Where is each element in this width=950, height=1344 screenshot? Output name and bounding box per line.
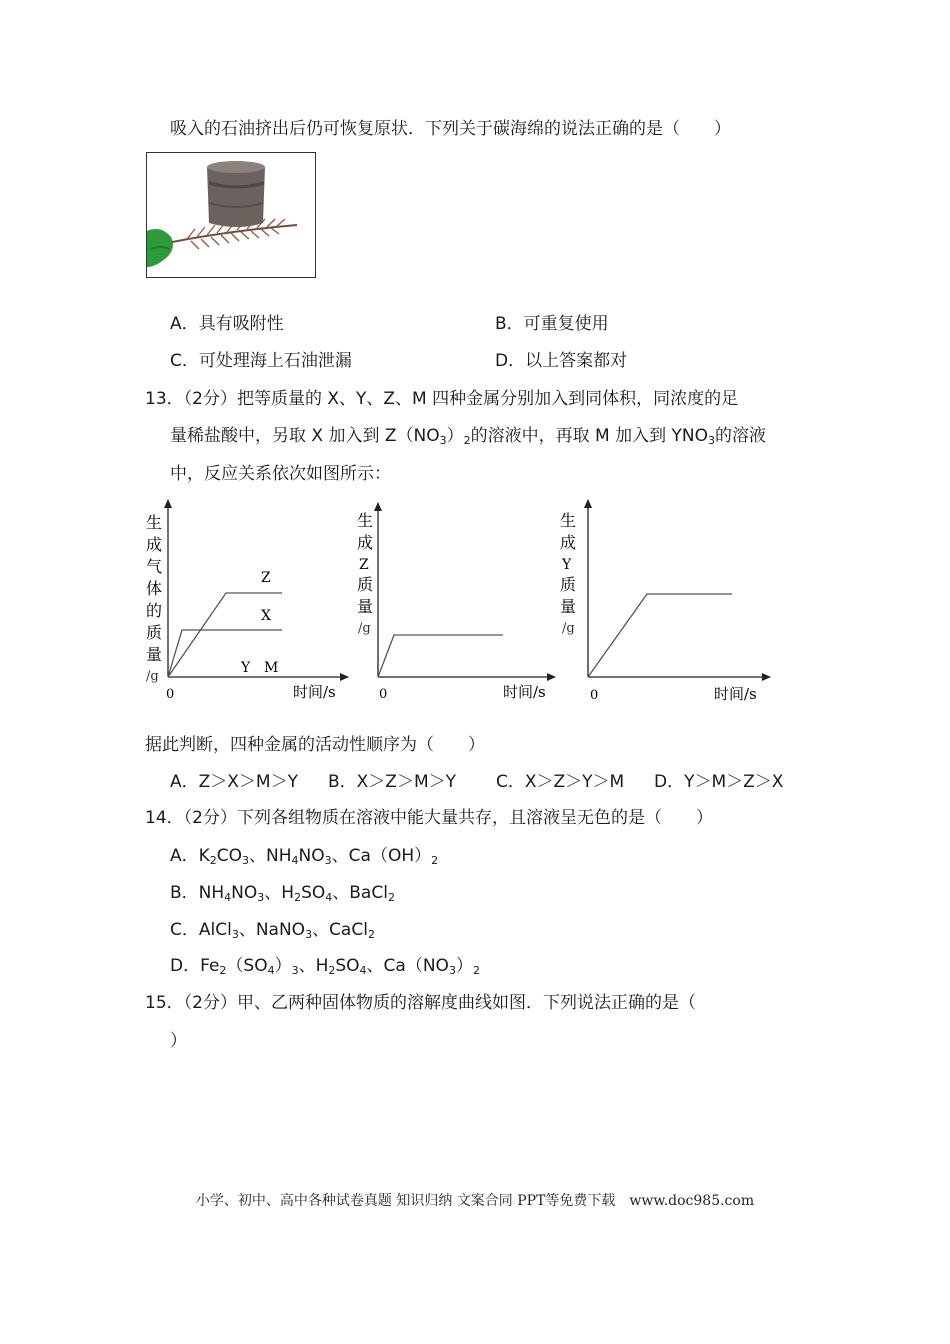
graph1-ylabel-6: 质 — [146, 623, 163, 642]
graph-y-mass — [560, 500, 770, 703]
q14-stem: 14．（2分）下列各组物质在溶液中能大量共存，且溶液呈无色的是（ ） — [145, 808, 713, 828]
q13-graphs — [0, 495, 950, 725]
q12-option-b: B．可重复使用 — [495, 314, 609, 334]
graph2-ylabel-4: 质 — [357, 575, 374, 594]
q13-judge: 据此判断，四种金属的活动性顺序为（ ） — [145, 735, 485, 755]
graph3-xlabel: 时间/s — [714, 685, 757, 703]
graph2-unit: /g — [358, 621, 371, 636]
graph-gas-mass — [146, 500, 348, 702]
graph2-ylabel-1: 生 — [357, 511, 374, 530]
graph1-xlabel: 时间/s — [293, 683, 336, 701]
graph1-unit: /g — [146, 669, 159, 684]
graph3-ylabel-5: 量 — [560, 597, 577, 616]
q14-option-c: C．AlCl$_3$、NaNO$_3$、CaCl$_2$ — [170, 920, 375, 941]
curve-z-mass — [378, 635, 503, 677]
label-x: X — [261, 608, 271, 624]
curve-y-mass — [588, 594, 732, 677]
q13-stem-line2: 量稀盐酸中，另取 X 加入到 $Z(NO_3)_2$的溶液中，再取 M 加入到 $YNO_3$的溶液 — [170, 426, 766, 447]
graph1-ylabel-2: 成 — [146, 535, 163, 554]
q13-option-a: A．Z＞X＞M＞Y — [170, 772, 298, 792]
label-m: M — [264, 660, 279, 676]
q12-option-c: C．可处理海上石油泄漏 — [170, 351, 352, 371]
q12-option-d: D．以上答案都对 — [495, 351, 628, 371]
graph3-origin: 0 — [590, 688, 599, 703]
q15-stem-line2: ） — [170, 1031, 187, 1051]
graph3-ylabel-4: 质 — [560, 575, 577, 594]
q13-stem-line1: 13．（2分）把等质量的 X、Y、Z、M 四种金属分别加入到同体积，同浓度的足 — [145, 389, 739, 409]
graph2-origin: 0 — [379, 687, 388, 702]
q12-option-a: A．具有吸附性 — [170, 314, 284, 334]
carbon-sponge-image — [147, 153, 315, 277]
q13-option-b: B．X＞Z＞M＞Y — [328, 772, 457, 792]
carbon-sponge-photo — [146, 152, 316, 278]
graph1-ylabel-1: 生 — [146, 513, 163, 532]
q15-stem-line1: 15．（2分）甲、乙两种固体物质的溶解度曲线如图．下列说法正确的是（ — [145, 993, 696, 1013]
graph1-ylabel-4: 体 — [146, 579, 163, 598]
graph3-unit: /g — [562, 621, 575, 636]
q14-option-b: B．$NH_4NO_3$、$H_2SO_4$、BaCl$_2$ — [170, 883, 395, 904]
q13-option-d: D．Y＞M＞Z＞X — [654, 772, 784, 792]
graph2-ylabel-3: Z — [359, 557, 369, 573]
q14-option-a: A．$K_2CO_3$、$NH_4NO_3$、$Ca(OH)_2$ — [170, 846, 439, 867]
page-footer: 小学、初中、高中各种试卷真题 知识归纳 文案合同 PPT等免费下载 www.doc985.com — [195, 1193, 755, 1209]
q12-intro: 吸入的石油挤出后仍可恢复原状．下列关于碳海绵的说法正确的是（ ） — [170, 119, 731, 139]
graph3-ylabel-3: Y — [562, 557, 572, 573]
graph1-origin: 0 — [166, 687, 175, 702]
graph2-ylabel-5: 量 — [357, 597, 374, 616]
graph-z-mass — [357, 503, 555, 702]
q13-stem-line3: 中，反应关系依次如图所示： — [170, 464, 391, 484]
graph3-ylabel-2: 成 — [560, 533, 577, 552]
graph1-ylabel-7: 量 — [146, 645, 163, 664]
graph1-ylabel-5: 的 — [146, 601, 163, 620]
graph3-ylabel-1: 生 — [560, 511, 577, 530]
graph2-ylabel-2: 成 — [357, 533, 374, 552]
q13-option-c: C．X＞Z＞Y＞M — [496, 772, 625, 792]
q14-option-d: D．$Fe_2(SO_4)_3$、$H_2SO_4$、$Ca(NO_3)_2$ — [170, 956, 480, 977]
graph2-xlabel: 时间/s — [503, 683, 546, 701]
graph1-ylabel-3: 气 — [146, 557, 163, 576]
label-z: Z — [261, 570, 271, 586]
label-y: Y — [241, 660, 251, 676]
